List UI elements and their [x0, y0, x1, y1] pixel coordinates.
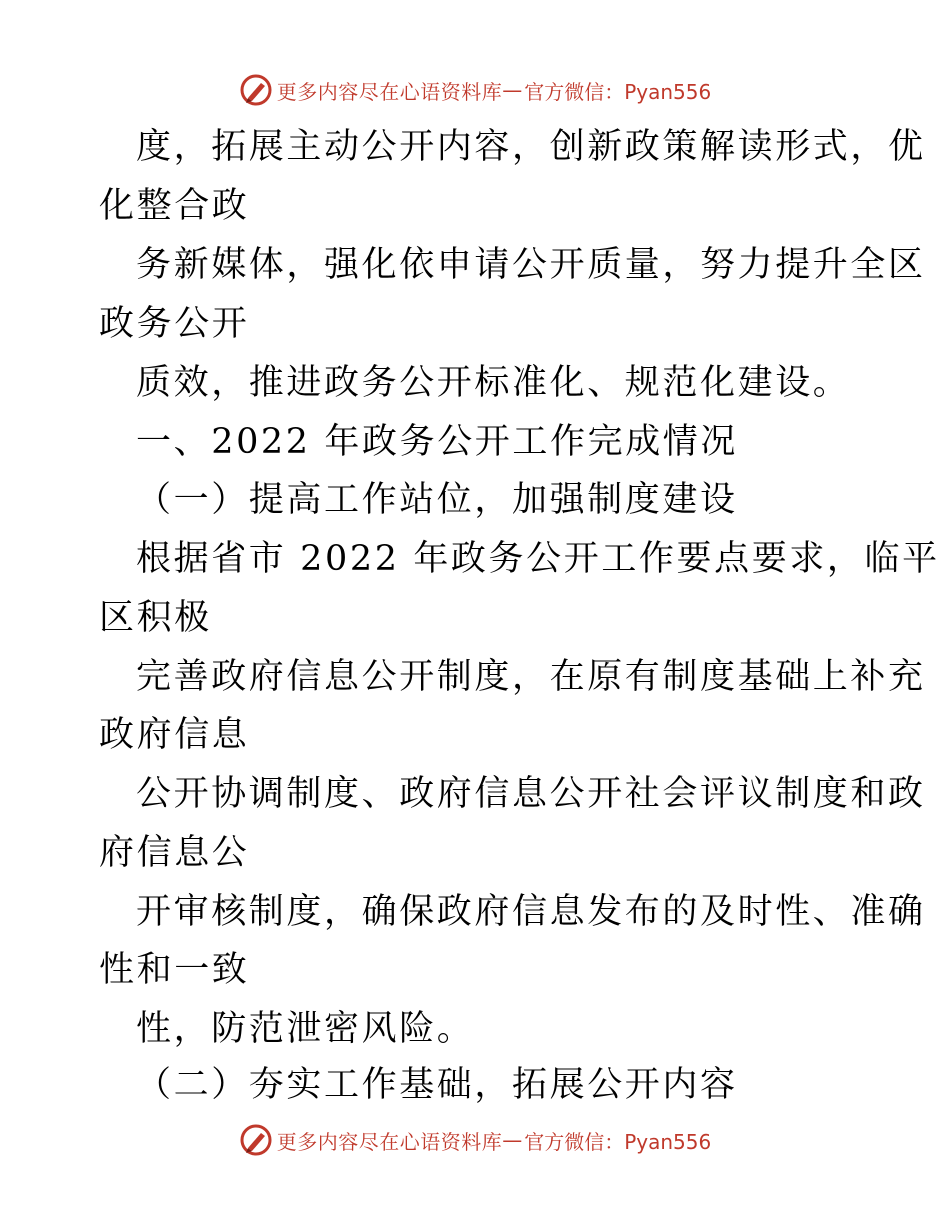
text-line: 政务公开	[99, 304, 250, 344]
text-line: 性和一致	[99, 950, 250, 990]
watermark-main-text: 更多内容尽在心语资料库	[276, 79, 503, 104]
text-line: 化整合政	[99, 186, 250, 226]
subsection-heading: （一）提高工作站位，加强制度建设	[136, 480, 738, 520]
text-line: 开审核制度，确保政府信息发布的及时性、准确	[136, 892, 926, 932]
watermark-contact: 官方微信：Pyan556	[524, 79, 712, 104]
text-line: 务新媒体，强化依申请公开质量，努力提升全区	[136, 245, 926, 285]
watermark-main-text: 更多内容尽在心语资料库	[276, 1129, 503, 1154]
text-line: 公开协调制度、政府信息公开社会评议制度和政	[136, 774, 926, 814]
text-line: 度，拓展主动公开内容，创新政策解读形式，优	[136, 127, 926, 167]
watermark-header	[0, 70, 950, 110]
pen-logo-icon	[239, 1123, 273, 1157]
text-line: 性，防范泄密风险。	[136, 1009, 475, 1049]
text-line: 质效，推进政务公开标准化、规范化建设。	[136, 363, 851, 403]
watermark-contact: 官方微信：Pyan556	[524, 1129, 712, 1154]
text-line: 政府信息	[99, 715, 250, 755]
subsection-heading: （二）夯实工作基础，拓展公开内容	[136, 1065, 738, 1105]
watermark-separator: —	[502, 78, 523, 102]
watermark-separator: —	[502, 1128, 523, 1152]
pen-logo-icon	[239, 73, 273, 107]
text-line: 区积极	[99, 598, 212, 638]
text-line: 根据省市 2022 年政务公开工作要点要求，临平	[136, 539, 940, 579]
section-heading: 一、2022 年政务公开工作完成情况	[136, 422, 738, 462]
text-line: 完善政府信息公开制度，在原有制度基础上补充	[136, 657, 926, 697]
text-line: 府信息公	[99, 833, 250, 873]
watermark-footer	[0, 1120, 950, 1160]
